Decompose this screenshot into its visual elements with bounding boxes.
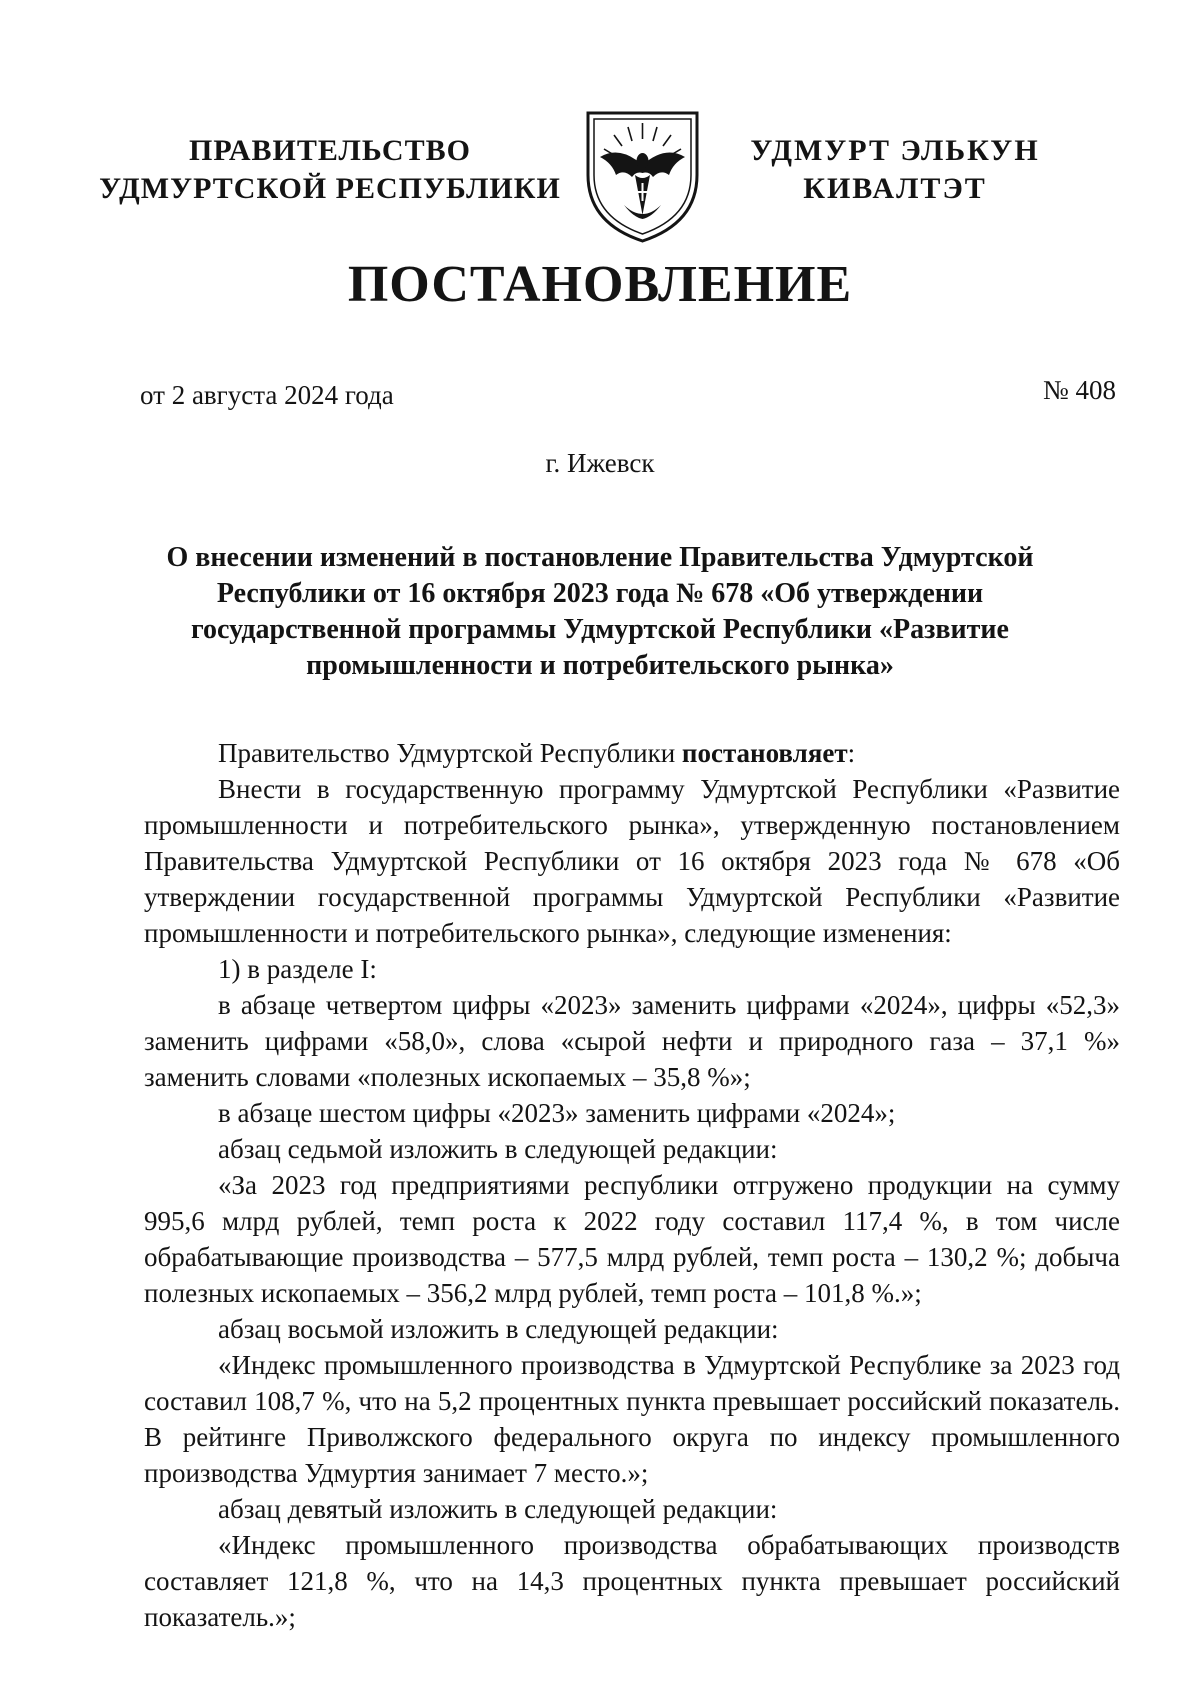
document-city: г. Ижевск — [545, 448, 655, 478]
paragraph: абзац восьмой изложить в следующей редакции: — [218, 1314, 779, 1344]
document-date: от 2 августа 2024 года — [140, 380, 394, 410]
paragraph: в абзаце четвертом цифры «2023» заменить цифрами «2024», цифры «52,3» заменить цифрами «58,0», слова «сырой нефти и природного газа – 37,1 %» заменить словами «полезных ископаемых – 35,8 %»; — [144, 990, 1120, 1092]
header-left-line1: ПРАВИТЕЛЬСТВО — [189, 134, 471, 167]
paragraph-resolution-bold: постановляет — [681, 738, 848, 768]
paragraph-resolution-text: Правительство Удмуртской Республики — [218, 738, 682, 768]
paragraph: абзац девятый изложить в следующей редакции: — [218, 1494, 778, 1524]
paragraph: 1) в разделе I: — [218, 954, 377, 984]
coat-of-arms-emblem-icon — [580, 105, 705, 245]
header-right-line2: КИВАЛТЭТ — [803, 172, 987, 205]
document-body — [144, 735, 1120, 1635]
paragraph: Внести в государственную программу Удмуртской Республики «Развитие промышленности и потребительского рынка», утвержденную постановлением Правительства Удмуртской Республики от 16 октября 2023 года № 678 «Об утверждении государственной программы Удмуртской Республики «Развитие промышленности и потребительского рынка», следующие изменения: — [144, 774, 1120, 948]
header-right — [735, 132, 1055, 208]
document-number: № 408 — [1042, 375, 1116, 405]
paragraph-resolution-tail: : — [847, 738, 856, 768]
document-type-heading: ПОСТАНОВЛЕНИЕ — [347, 256, 853, 313]
header-left — [95, 132, 565, 208]
header-left-line2: УДМУРТСКОЙ РЕСПУБЛИКИ — [99, 172, 561, 205]
paragraph-resolution — [144, 735, 1120, 771]
document-title: О внесении изменений в постановление Правительства Удмуртской Республики от 16 октября 2023 года № 678 «Об утверждении государственной программы Удмуртской Республики «Развитие промышленности и потребительского рынка» — [166, 542, 1034, 681]
paragraph: «Индекс промышленного производства в Удмуртской Республике за 2023 год составил 108,7 %, что на 5,2 процентных пункта превышает российский показатель. В рейтинге Приволжского федерального округа по индексу промышленного производства Удмуртия занимает 7 место.»; — [144, 1350, 1120, 1488]
paragraph: в абзаце шестом цифры «2023» заменить цифрами «2024»; — [218, 1098, 896, 1128]
header-right-line1: УДМУРТ ЭЛЬКУН — [750, 134, 1040, 167]
paragraph: абзац седьмой изложить в следующей редакции: — [218, 1134, 778, 1164]
paragraph: «За 2023 год предприятиями республики отгружено продукции на сумму 995,6 млрд рублей, темп роста к 2022 году составил 117,4 %, в том числе обрабатывающие производства – 577,5 млрд рублей, темп роста – 130,2 %; добыча полезных ископаемых – 356,2 млрд рублей, темп роста – 101,8 %.»; — [144, 1170, 1120, 1308]
paragraph: «Индекс промышленного производства обрабатывающих производств составляет 121,8 %, что на 14,3 процентных пункта превышает российский показатель.»; — [144, 1530, 1120, 1632]
